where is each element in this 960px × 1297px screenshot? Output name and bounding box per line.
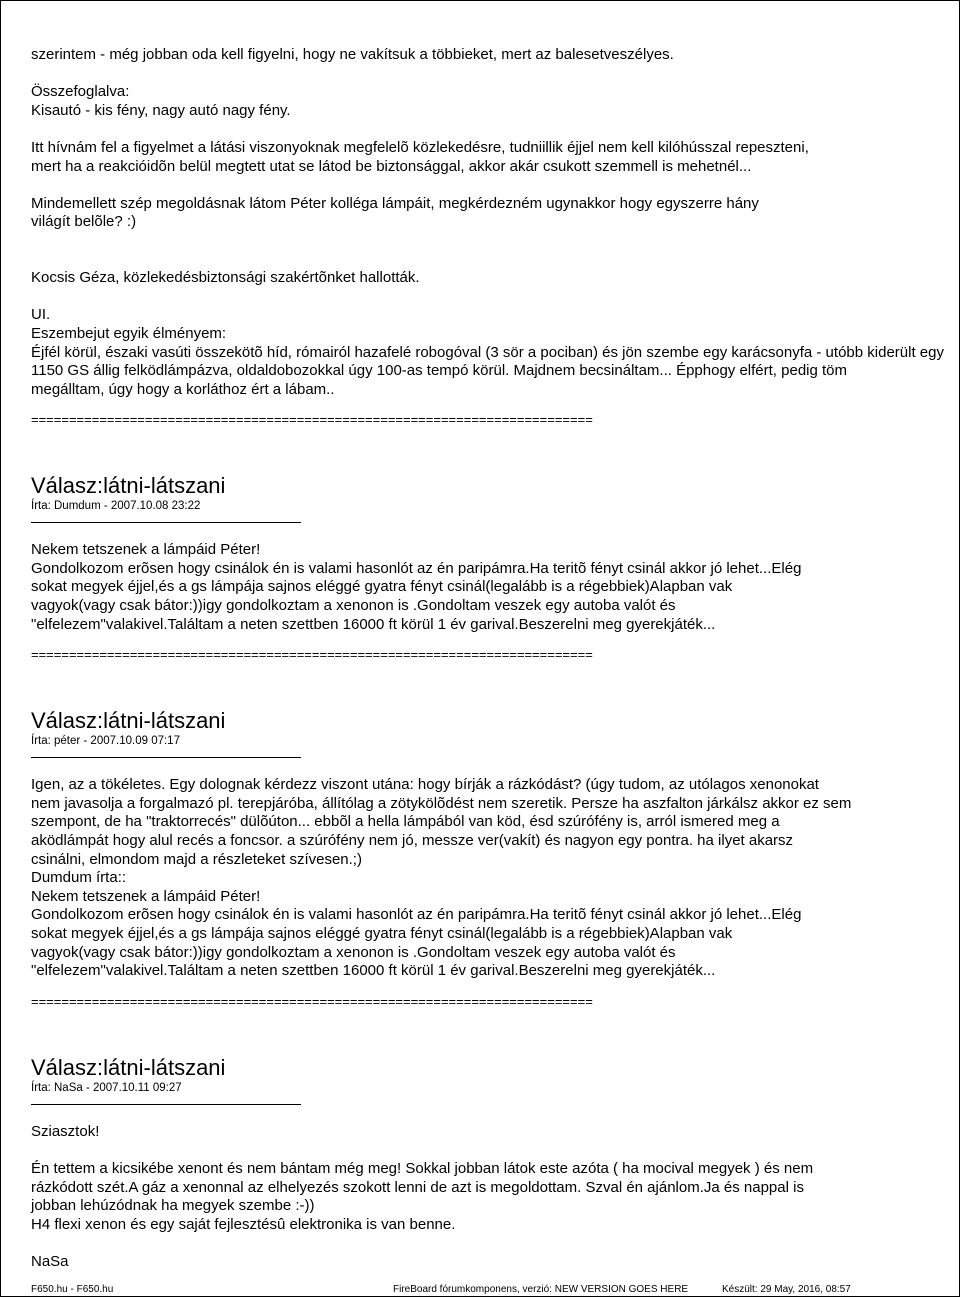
text-line: "elfelezem"valakivel.Találtam a neten szettben 16000 ft körül 1 év garival.Beszerelni meg gyerekjáték... [31, 615, 716, 633]
text-line: 1150 GS állig felködlámpázva, oldaldobozokkal úgy 100-as tempó körül. Majdnem becsináltam... Épphogy elfért, pedig töm [31, 362, 848, 380]
forum-post [31, 473, 960, 663]
summary-label: Összefoglalva: [31, 83, 130, 101]
greeting-paragraph [31, 1123, 960, 1142]
text-line: világít belõle? :) [31, 213, 137, 231]
footer-component: FireBoard fórumkomponens, verzió: NEW VERSION GOES HERE [393, 1284, 689, 1295]
meta-rule [31, 1104, 301, 1105]
text-line: aködlámpát hogy alul recés a foncsor. a szúrófény nem jó, messze ver(vakít) és nagyon egy pontra. ha ilyet akarsz [31, 832, 794, 850]
text-line: csinálni, elmondom majd a részleteket szívesen.;) [31, 850, 362, 868]
text-line: Kocsis Géza, közlekedésbiztonsági szakértõnket hallották. [31, 269, 420, 287]
signature: NaSa [31, 1252, 69, 1270]
body-paragraph [31, 139, 960, 176]
text-line: Én tettem a kicsikébe xenont és nem bántam még meg! Sokkal jobban látok este azóta ( ha mocival megyek ) és nem [31, 1159, 814, 1177]
footer-generated: Készült: 29 May, 2016, 08:57 [722, 1284, 851, 1295]
forum-content [31, 46, 960, 1272]
post-meta: Írta: NaSa - 2007.10.11 09:27 [31, 1081, 182, 1094]
forum-post [31, 1055, 960, 1272]
quote-author: Dumdum írta:: [31, 869, 127, 887]
summary-text: Kisautó - kis fény, nagy autó nagy fény. [31, 101, 291, 119]
text-line: megálltam, úgy hogy a korláthoz ért a lábam.. [31, 380, 335, 398]
footer-site: F650.hu - F650.hu [31, 1284, 114, 1295]
intro-paragraph [31, 46, 960, 65]
ui-label: UI. [31, 306, 51, 324]
post-title: Válasz:látni-látszani [31, 708, 226, 734]
post-meta: Írta: Dumdum - 2007.10.08 23:22 [31, 500, 201, 513]
text-line: Eszembejut egyik élményem: [31, 324, 227, 342]
text-line: Sziasztok! [31, 1122, 100, 1140]
text-line: jobban lehúzódnak ha megyek szembe :-)) [31, 1197, 315, 1215]
quote-line: Gondolkozom erõsen hogy csinálok én is valami hasonlót az én paripámra.Ha teritõ fényt csinál akkor jó lehet...Elég [31, 906, 802, 924]
meta-rule [31, 522, 301, 523]
text-line: Éjfél körül, északi vasúti összekötõ híd, rómairól hazafelé robogóval (3 sör a pociban) és jön szembe egy karácsonyfa - utóbb kiderült egy [31, 343, 944, 361]
text-line: Igen, az a tökéletes. Egy dolognak kérdezz viszont utána: hogy bírják a rázkódást? (úgy tudom, az utólagos xenonokat [31, 776, 819, 794]
text-line: Mindemellett szép megoldásnak látom Péter kolléga lámpáit, megkérdezném ugynakkor hogy egyszerre hány [31, 194, 759, 212]
ui-paragraph [31, 306, 960, 399]
quote-line: Nekem tetszenek a lámpáid Péter! [31, 887, 261, 905]
text-line: sokat megyek éjjel,és a gs lámpája sajnos eléggé gyatra fényt csinál(legalább is a régebbiek)Alapban vak [31, 578, 733, 596]
post-divider: ========================================================================== [31, 993, 593, 1009]
text-line: rázkódott szét.A gáz a xenonnal az elhelyezés szokott lenni de azt is megoldottam. Szval én ajánlom.Ja és nappal is [31, 1178, 804, 1196]
post-divider: ========================================================================== [31, 412, 593, 428]
spacer [31, 251, 960, 270]
text-line: nem javasolja a forgalmazó pl. terepjáróba, állítólag a zötykölõdést nem szeretik. Persze ha aszfalton járkálsz akkor ez sem [31, 794, 852, 812]
post-title: Válasz:látni-látszani [31, 473, 226, 499]
text-line: vagyok(vagy csak bátor:))igy gondolkoztam a xenonon is .Gondoltam veszek egy autoba valót és [31, 597, 676, 615]
text-line: szerintem - még jobban oda kell figyelni, hogy ne vakítsuk a többieket, mert az balesetveszélyes. [31, 46, 674, 63]
page-footer [0, 1284, 960, 1297]
post-title: Válasz:látni-látszani [31, 1054, 226, 1080]
text-line: Itt hívnám fel a figyelmet a látási viszonyoknak megfelelõ közlekedésre, tudniillik éjjel nem kell kilóhússzal repeszteni, [31, 138, 809, 156]
body-paragraph [31, 195, 960, 232]
text-line: H4 flexi xenon és egy saját fejlesztésû elektronika is van benne. [31, 1215, 456, 1233]
quote-line: sokat megyek éjjel,és a gs lámpája sajnos eléggé gyatra fényt csinál(legalább is a régebbiek)Alapban vak [31, 925, 733, 942]
body-paragraph [31, 1160, 960, 1234]
summary-paragraph [31, 83, 960, 120]
text-line: szempont, de ha "traktorrecés" dülõúton... ebbõl a hella lámpából van köd, ésd szúrófény is, arról ismered meg a [31, 813, 780, 831]
quote-line: "elfelezem"valakivel.Találtam a neten szettben 16000 ft körül 1 év garival.Beszerelni meg gyerekjáték... [31, 962, 716, 980]
post-meta: Írta: péter - 2007.10.09 07:17 [31, 735, 180, 748]
forum-post [31, 708, 960, 1010]
body-paragraph [31, 269, 960, 288]
text-line: Nekem tetszenek a lámpáid Péter! [31, 541, 261, 559]
meta-rule [31, 757, 301, 758]
text-line: Gondolkozom erõsen hogy csinálok én is valami hasonlót az én paripámra.Ha teritõ fényt csinál akkor jó lehet...Elég [31, 559, 802, 577]
post-divider: ========================================================================== [31, 647, 593, 663]
quote-line: vagyok(vagy csak bátor:))igy gondolkoztam a xenonon is .Gondoltam veszek egy autoba valót és [31, 943, 676, 961]
text-line: mert ha a reakcióidõn belül megtett utat se látod be biztonsággal, akkor akár csukott szemmell is mehetnél... [31, 157, 752, 175]
